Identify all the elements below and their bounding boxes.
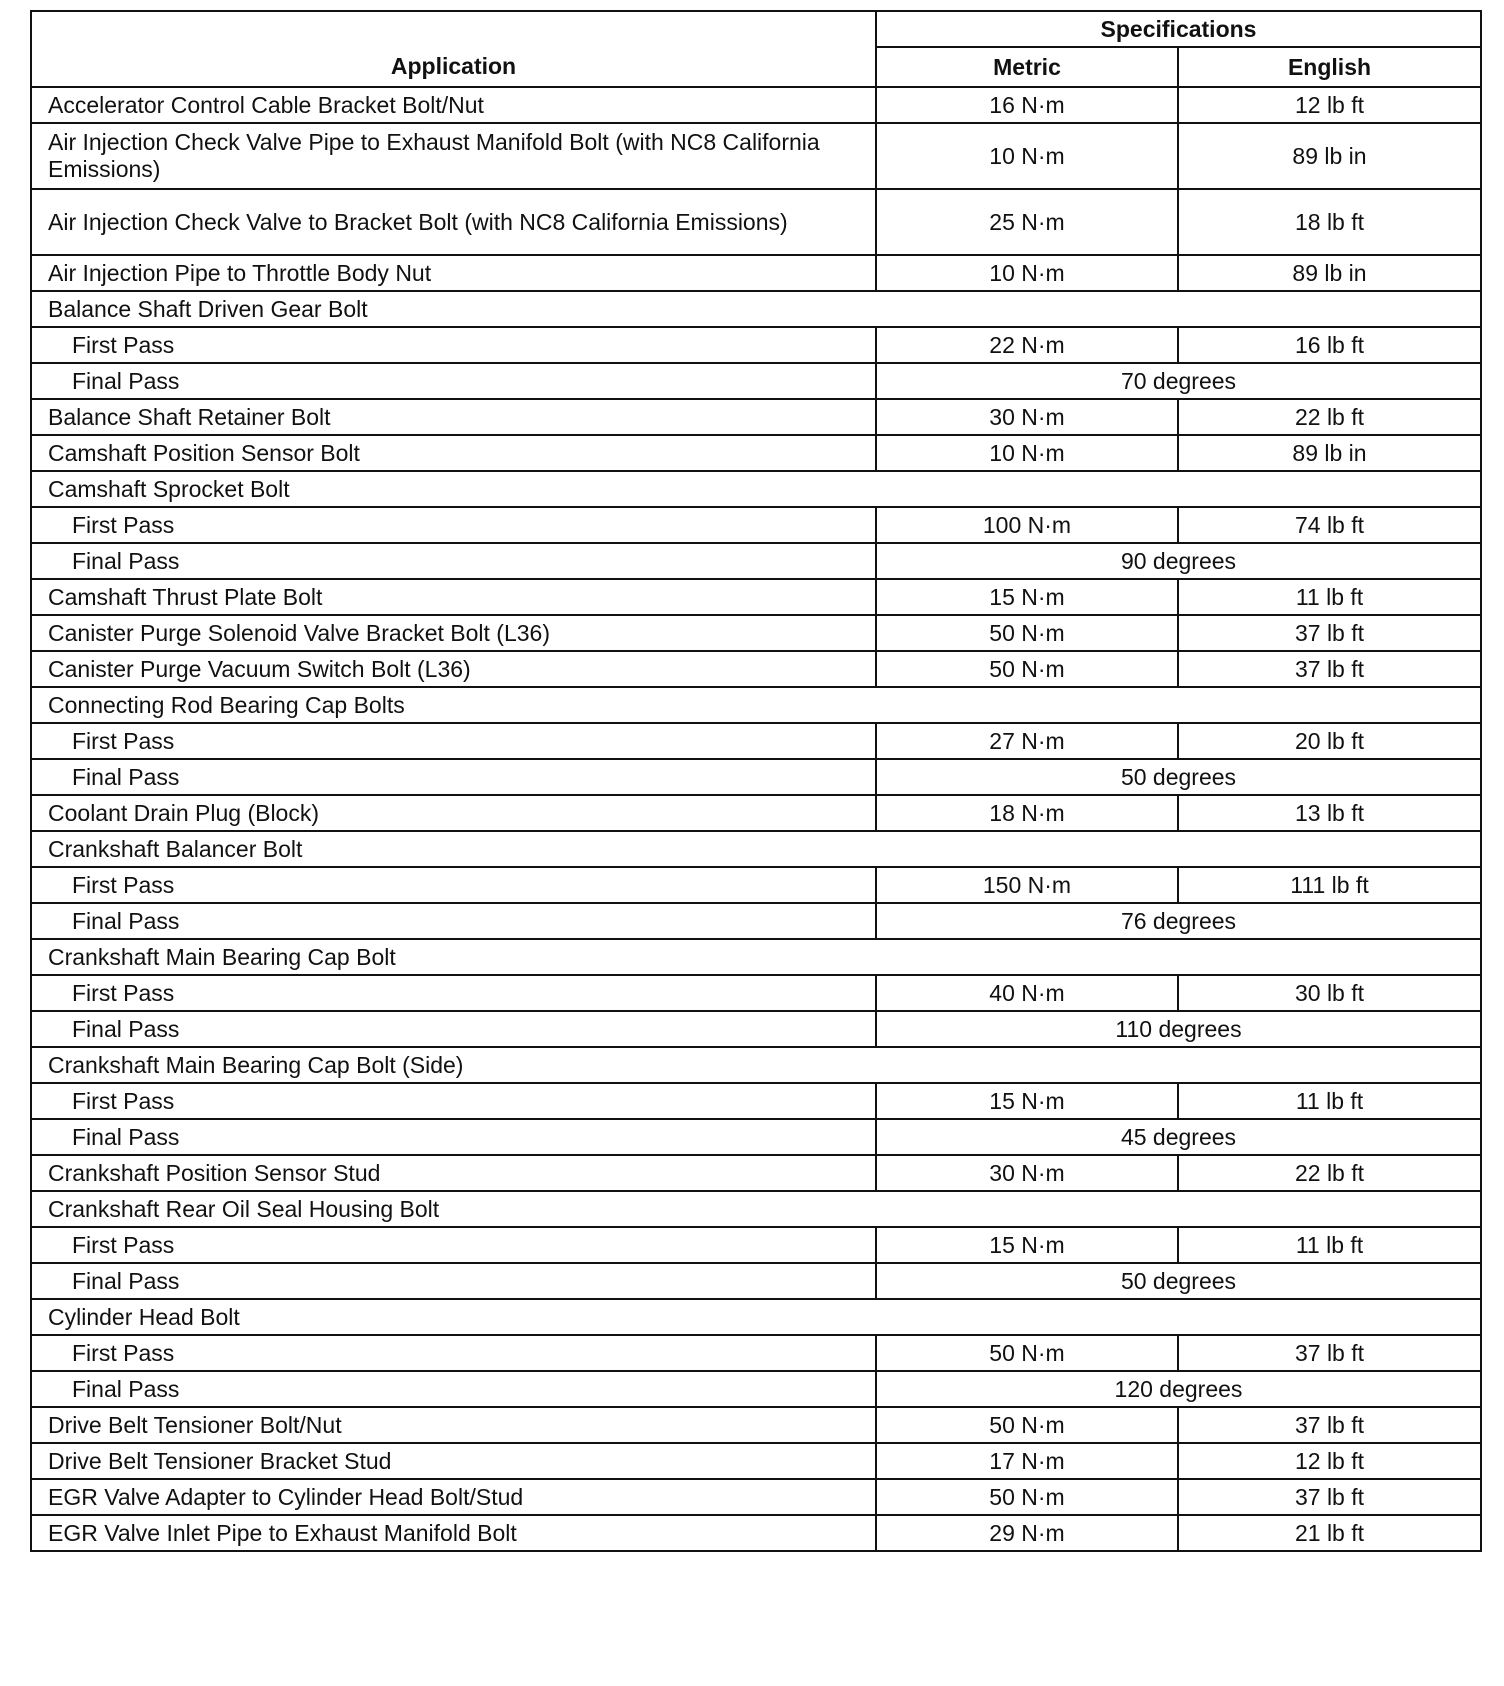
application-cell: EGR Valve Inlet Pipe to Exhaust Manifold Bolt <box>31 1515 876 1551</box>
table-row <box>31 723 1481 759</box>
application-cell: Air Injection Check Valve to Bracket Bolt (with NC8 California Emissions) <box>31 189 876 255</box>
application-cell: First Pass <box>31 1083 876 1119</box>
table-group-row <box>31 1191 1481 1227</box>
application-cell: Canister Purge Solenoid Valve Bracket Bolt (L36) <box>31 615 876 651</box>
application-cell: Final Pass <box>31 759 876 795</box>
application-cell: First Pass <box>31 975 876 1011</box>
table-row <box>31 1335 1481 1371</box>
metric-cell: 50 N·m <box>876 615 1178 651</box>
english-header: English <box>1178 47 1481 87</box>
metric-cell: 29 N·m <box>876 1515 1178 1551</box>
table-row <box>31 399 1481 435</box>
angle-spec-cell: 120 degrees <box>876 1371 1481 1407</box>
table-group-row <box>31 1047 1481 1083</box>
table-row <box>31 435 1481 471</box>
english-cell: 89 lb in <box>1178 435 1481 471</box>
metric-header: Metric <box>876 47 1178 87</box>
table-row <box>31 87 1481 123</box>
application-cell: Camshaft Position Sensor Bolt <box>31 435 876 471</box>
table-row <box>31 543 1481 579</box>
english-cell: 13 lb ft <box>1178 795 1481 831</box>
application-cell: Final Pass <box>31 1011 876 1047</box>
metric-cell: 25 N·m <box>876 189 1178 255</box>
metric-cell: 15 N·m <box>876 1227 1178 1263</box>
metric-cell: 50 N·m <box>876 651 1178 687</box>
specifications-header: Specifications <box>876 11 1481 47</box>
application-cell: Camshaft Sprocket Bolt <box>31 471 1481 507</box>
english-cell: 11 lb ft <box>1178 579 1481 615</box>
metric-cell: 40 N·m <box>876 975 1178 1011</box>
application-cell: Balance Shaft Driven Gear Bolt <box>31 291 1481 327</box>
application-cell: Connecting Rod Bearing Cap Bolts <box>31 687 1481 723</box>
table-row <box>31 1371 1481 1407</box>
english-cell: 37 lb ft <box>1178 651 1481 687</box>
application-cell: Final Pass <box>31 903 876 939</box>
table-row <box>31 1263 1481 1299</box>
application-cell: Accelerator Control Cable Bracket Bolt/Nut <box>31 87 876 123</box>
english-cell: 12 lb ft <box>1178 87 1481 123</box>
application-cell: Crankshaft Position Sensor Stud <box>31 1155 876 1191</box>
english-cell: 37 lb ft <box>1178 1335 1481 1371</box>
table-row <box>31 1011 1481 1047</box>
english-cell: 21 lb ft <box>1178 1515 1481 1551</box>
metric-cell: 50 N·m <box>876 1335 1178 1371</box>
table-group-row <box>31 1299 1481 1335</box>
application-cell: First Pass <box>31 507 876 543</box>
metric-cell: 17 N·m <box>876 1443 1178 1479</box>
table-group-row <box>31 687 1481 723</box>
table-row <box>31 507 1481 543</box>
metric-cell: 30 N·m <box>876 399 1178 435</box>
application-cell: First Pass <box>31 867 876 903</box>
application-cell: EGR Valve Adapter to Cylinder Head Bolt/Stud <box>31 1479 876 1515</box>
metric-cell: 10 N·m <box>876 255 1178 291</box>
english-cell: 11 lb ft <box>1178 1083 1481 1119</box>
application-cell: Drive Belt Tensioner Bolt/Nut <box>31 1407 876 1443</box>
english-cell: 89 lb in <box>1178 123 1481 189</box>
application-cell: First Pass <box>31 1227 876 1263</box>
table-row <box>31 1479 1481 1515</box>
english-cell: 16 lb ft <box>1178 327 1481 363</box>
metric-cell: 22 N·m <box>876 327 1178 363</box>
metric-cell: 10 N·m <box>876 123 1178 189</box>
application-cell: First Pass <box>31 327 876 363</box>
table-group-row <box>31 471 1481 507</box>
metric-cell: 16 N·m <box>876 87 1178 123</box>
english-cell: 30 lb ft <box>1178 975 1481 1011</box>
table-body <box>31 87 1481 1551</box>
table-row <box>31 975 1481 1011</box>
table-row <box>31 189 1481 255</box>
table-row <box>31 1443 1481 1479</box>
metric-cell: 100 N·m <box>876 507 1178 543</box>
angle-spec-cell: 90 degrees <box>876 543 1481 579</box>
application-cell: Final Pass <box>31 1371 876 1407</box>
metric-cell: 27 N·m <box>876 723 1178 759</box>
english-cell: 37 lb ft <box>1178 1407 1481 1443</box>
table-row <box>31 795 1481 831</box>
table-row <box>31 867 1481 903</box>
english-cell: 12 lb ft <box>1178 1443 1481 1479</box>
table-row <box>31 123 1481 189</box>
application-cell: Final Pass <box>31 543 876 579</box>
application-cell: Canister Purge Vacuum Switch Bolt (L36) <box>31 651 876 687</box>
application-cell: Final Pass <box>31 363 876 399</box>
angle-spec-cell: 50 degrees <box>876 759 1481 795</box>
table-row <box>31 1227 1481 1263</box>
angle-spec-cell: 70 degrees <box>876 363 1481 399</box>
english-cell: 37 lb ft <box>1178 1479 1481 1515</box>
metric-cell: 150 N·m <box>876 867 1178 903</box>
english-cell: 18 lb ft <box>1178 189 1481 255</box>
application-cell: Coolant Drain Plug (Block) <box>31 795 876 831</box>
application-cell: Drive Belt Tensioner Bracket Stud <box>31 1443 876 1479</box>
table-group-row <box>31 831 1481 867</box>
table-row <box>31 1407 1481 1443</box>
table-header <box>31 11 1481 87</box>
application-cell: Balance Shaft Retainer Bolt <box>31 399 876 435</box>
table-row <box>31 1155 1481 1191</box>
english-cell: 89 lb in <box>1178 255 1481 291</box>
english-cell: 22 lb ft <box>1178 399 1481 435</box>
application-cell: Crankshaft Main Bearing Cap Bolt (Side) <box>31 1047 1481 1083</box>
table-row <box>31 1083 1481 1119</box>
metric-cell: 10 N·m <box>876 435 1178 471</box>
english-cell: 20 lb ft <box>1178 723 1481 759</box>
application-cell: Final Pass <box>31 1119 876 1155</box>
application-cell: Cylinder Head Bolt <box>31 1299 1481 1335</box>
table-row <box>31 759 1481 795</box>
metric-cell: 30 N·m <box>876 1155 1178 1191</box>
application-cell: Crankshaft Balancer Bolt <box>31 831 1481 867</box>
application-cell: First Pass <box>31 1335 876 1371</box>
table-row <box>31 1515 1481 1551</box>
english-cell: 74 lb ft <box>1178 507 1481 543</box>
english-cell: 37 lb ft <box>1178 615 1481 651</box>
metric-cell: 50 N·m <box>876 1479 1178 1515</box>
metric-cell: 15 N·m <box>876 579 1178 615</box>
angle-spec-cell: 45 degrees <box>876 1119 1481 1155</box>
metric-cell: 50 N·m <box>876 1407 1178 1443</box>
application-cell: Air Injection Check Valve Pipe to Exhaust Manifold Bolt (with NC8 California Emissions) <box>31 123 876 189</box>
application-cell: Air Injection Pipe to Throttle Body Nut <box>31 255 876 291</box>
english-cell: 111 lb ft <box>1178 867 1481 903</box>
application-header: Application <box>31 11 876 87</box>
english-cell: 22 lb ft <box>1178 1155 1481 1191</box>
english-cell: 11 lb ft <box>1178 1227 1481 1263</box>
table-row <box>31 651 1481 687</box>
application-cell: Camshaft Thrust Plate Bolt <box>31 579 876 615</box>
table-group-row <box>31 939 1481 975</box>
application-cell: Crankshaft Rear Oil Seal Housing Bolt <box>31 1191 1481 1227</box>
angle-spec-cell: 110 degrees <box>876 1011 1481 1047</box>
torque-spec-table <box>30 10 1482 1552</box>
table-row <box>31 615 1481 651</box>
metric-cell: 15 N·m <box>876 1083 1178 1119</box>
table-group-row <box>31 291 1481 327</box>
table-row <box>31 903 1481 939</box>
application-cell: First Pass <box>31 723 876 759</box>
table-row <box>31 363 1481 399</box>
metric-cell: 18 N·m <box>876 795 1178 831</box>
angle-spec-cell: 50 degrees <box>876 1263 1481 1299</box>
table-row <box>31 1119 1481 1155</box>
application-cell: Crankshaft Main Bearing Cap Bolt <box>31 939 1481 975</box>
table-row <box>31 327 1481 363</box>
table-row <box>31 255 1481 291</box>
application-cell: Final Pass <box>31 1263 876 1299</box>
angle-spec-cell: 76 degrees <box>876 903 1481 939</box>
table-row <box>31 579 1481 615</box>
